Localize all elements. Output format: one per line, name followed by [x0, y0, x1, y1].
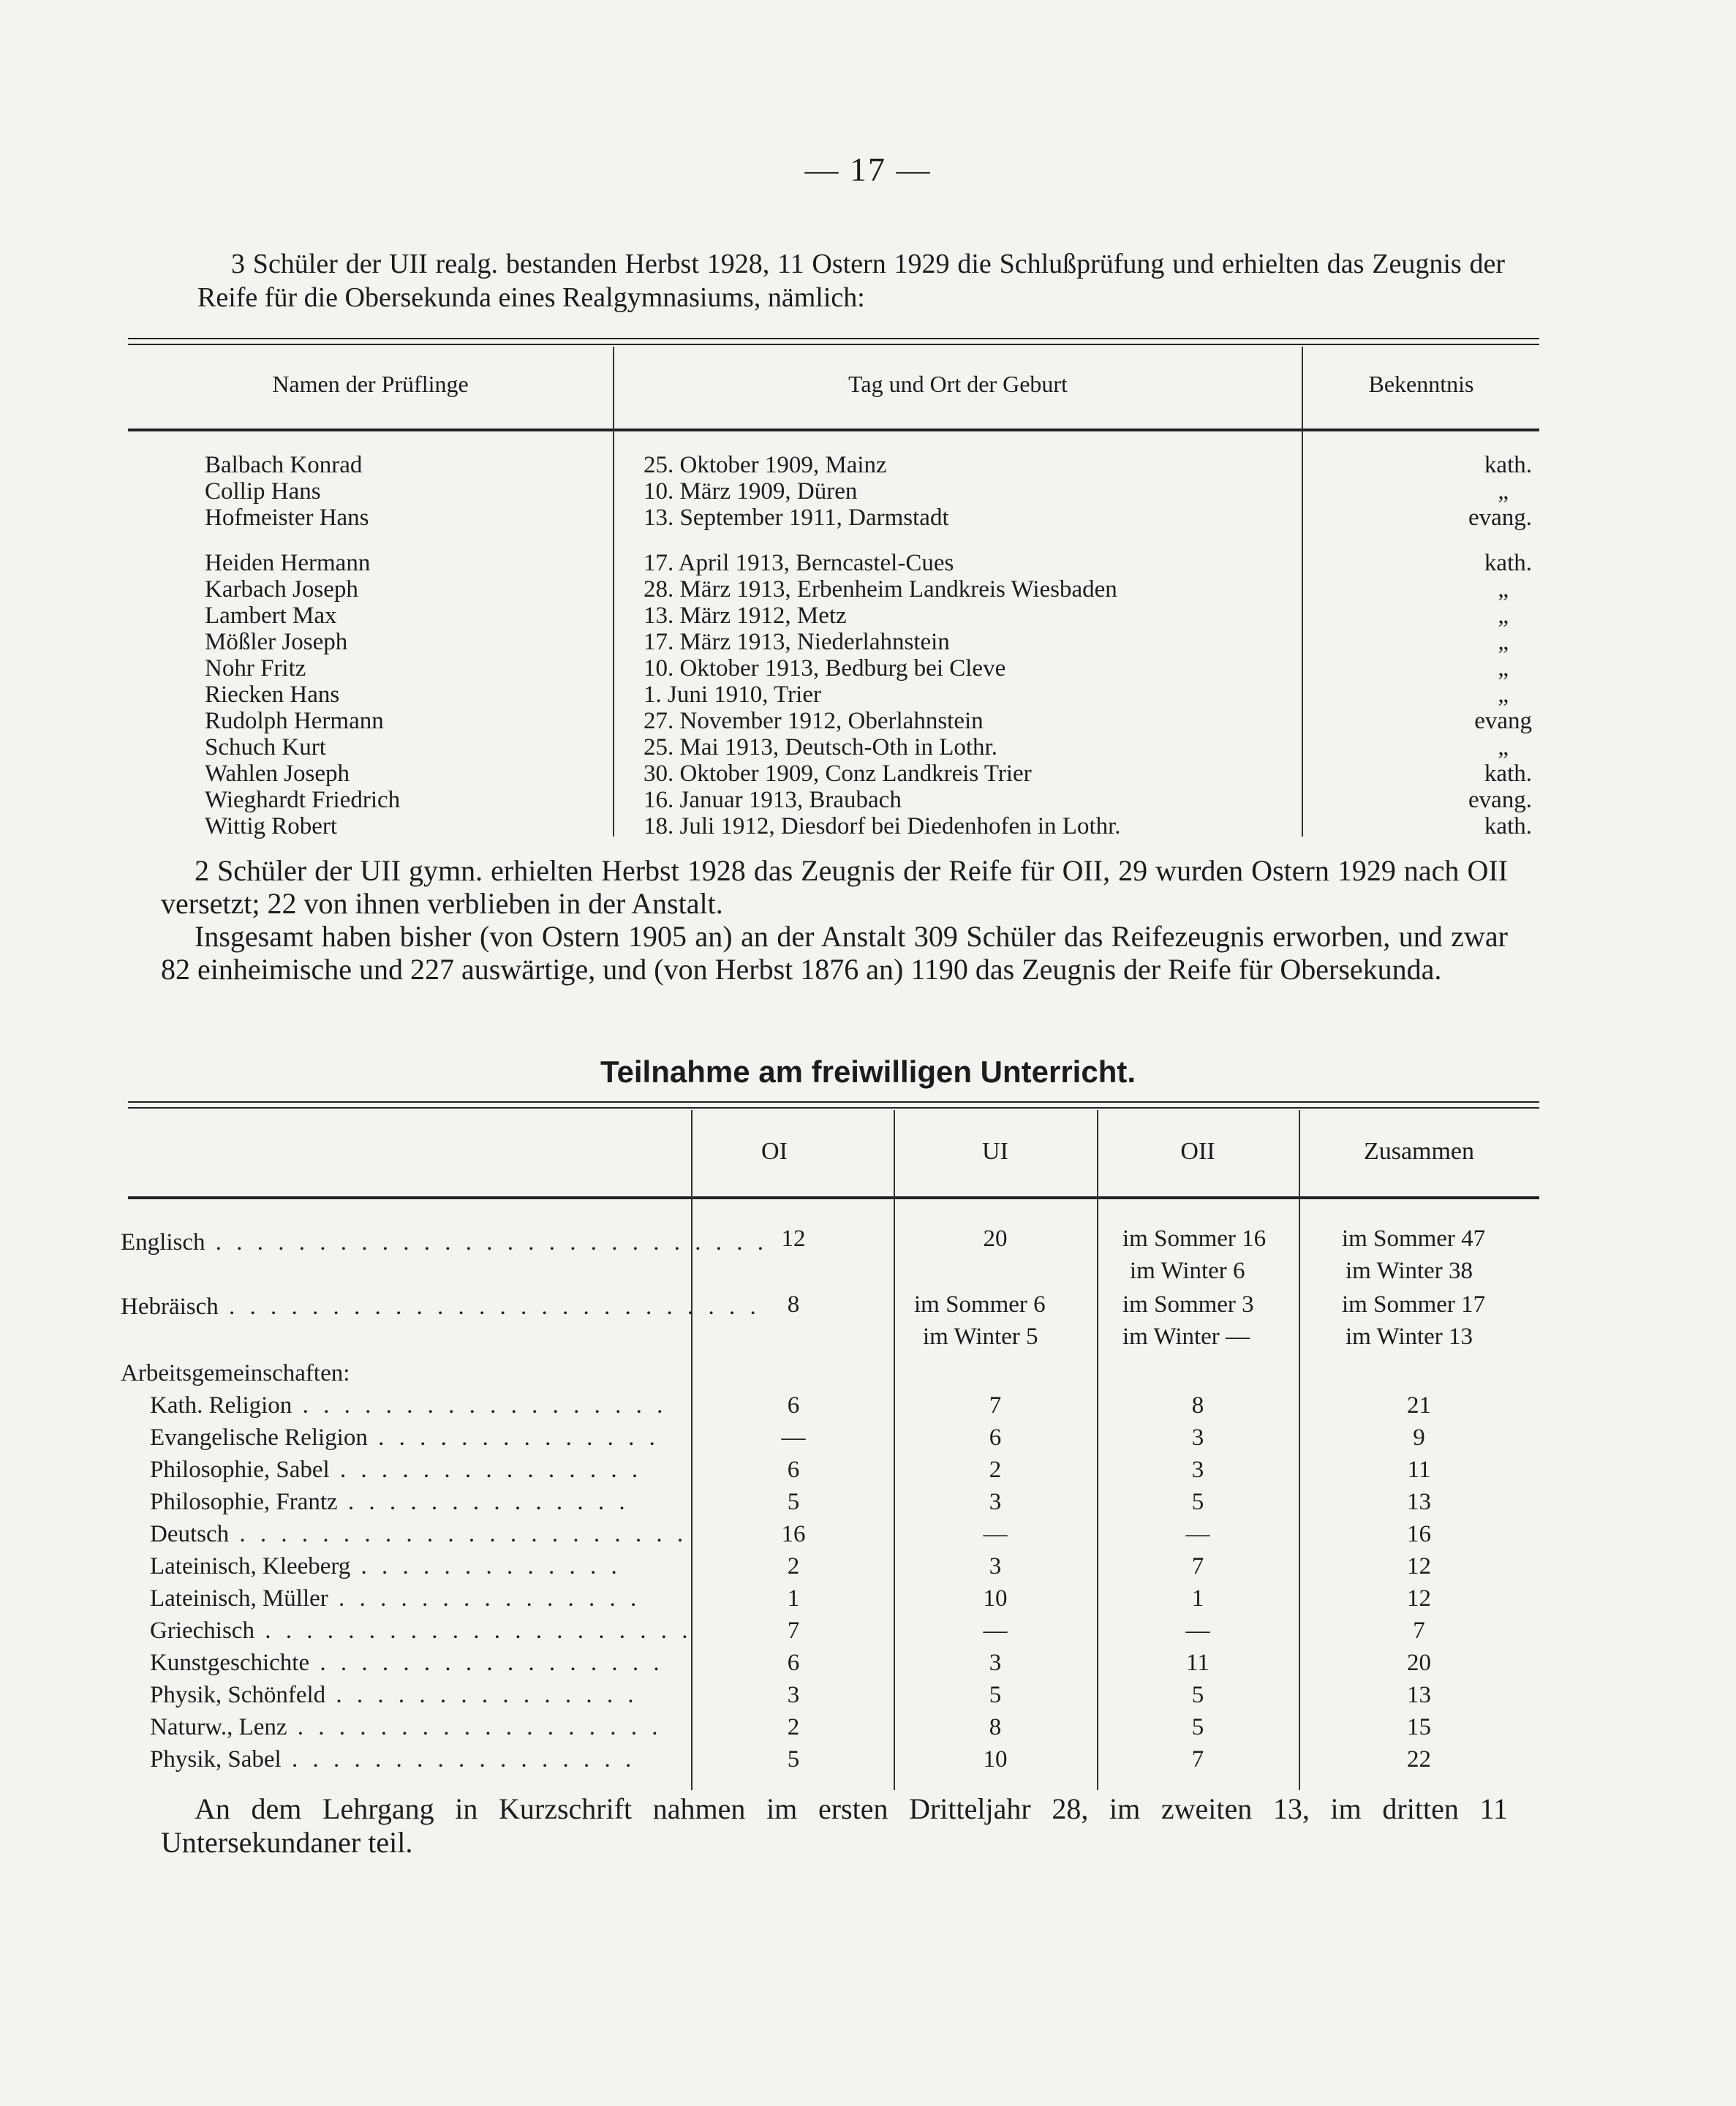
header-names: Namen der Prüflinge	[272, 371, 469, 397]
table-row-birth: 1. Juni 1910, Trier	[644, 682, 821, 708]
cell-ui: —	[983, 1618, 1008, 1644]
subject-label: Griechisch	[150, 1618, 254, 1644]
subject-row: Hebräisch . . . . . . . . . . . . . . . . . . . . . . . . . .	[121, 1294, 761, 1320]
cell-oii: 7	[1191, 1553, 1204, 1580]
table-row-birth: 16. Januar 1913, Braubach	[644, 787, 902, 813]
table-row-name: Wieghardt Friedrich	[205, 787, 401, 813]
group-label: Arbeitsgemeinschaften:	[121, 1360, 350, 1386]
table-row-confession: evang.	[1468, 787, 1532, 813]
subject-row: Physik, Sabel . . . . . . . . . . . . . . . . .	[150, 1746, 636, 1773]
cell-oii: —	[1185, 1521, 1210, 1547]
cell-oii-winter: im Winter —	[1122, 1324, 1250, 1350]
cell-oii: 11	[1186, 1650, 1209, 1676]
header-total: Zusammen	[1363, 1138, 1475, 1165]
table-row-birth: 30. Oktober 1909, Conz Landkreis Trier	[644, 760, 1032, 787]
subject-label: Hebräisch	[121, 1294, 219, 1320]
cell-ui: im Sommer 6	[914, 1291, 1046, 1318]
cell-ui: 6	[989, 1424, 1002, 1451]
cell-oi: 2	[787, 1553, 800, 1580]
subject-label: Philosophie, Frantz	[150, 1489, 338, 1515]
cell-oii: 3	[1191, 1457, 1204, 1483]
cell-oi: 5	[787, 1489, 800, 1515]
subject-label: Evangelische Religion	[150, 1424, 368, 1451]
subject-label: Naturw., Lenz	[150, 1714, 287, 1740]
cell-oii: 8	[1191, 1392, 1204, 1419]
table-row-birth: 28. März 1913, Erbenheim Landkreis Wiesbaden	[644, 576, 1117, 603]
intro-paragraph	[197, 247, 1505, 314]
closing-paragraph	[161, 1792, 1508, 1860]
header-birth: Tag und Ort der Geburt	[848, 371, 1068, 397]
table-row-confession: kath.	[1484, 452, 1532, 478]
table-row-birth: 13. September 1911, Darmstadt	[644, 505, 949, 531]
table-row-confession: kath.	[1484, 550, 1532, 576]
cell-oi: 7	[787, 1618, 800, 1644]
cell-oii: 5	[1191, 1682, 1204, 1708]
cell-ui: 8	[989, 1714, 1002, 1740]
subject-row: Englisch . . . . . . . . . . . . . . . . . . . . . . . . . . .	[121, 1229, 768, 1256]
intro-text: 3 Schüler der UII realg. bestanden Herbst 1928, 11 Ostern 1929 die Schlußprüfung und erhielten das Zeugnis der Reife für die Obersekunda eines Realgymnasiums, nämlich:	[197, 249, 1505, 313]
cell-ui-winter: im Winter 5	[923, 1324, 1038, 1350]
cell-total: im Sommer 17	[1342, 1291, 1486, 1318]
subject-label: Physik, Sabel	[150, 1746, 282, 1773]
table-row-name: Lambert Max	[205, 603, 337, 629]
subject-label: Philosophie, Sabel	[150, 1457, 330, 1483]
cell-oi: 12	[781, 1226, 806, 1252]
cell-oi: —	[781, 1424, 806, 1451]
cell-oii-winter: im Winter 6	[1130, 1258, 1245, 1284]
subject-row: Physik, Schönfeld . . . . . . . . . . . . . . .	[150, 1682, 638, 1708]
cell-total-winter: im Winter 38	[1346, 1258, 1473, 1284]
cell-oi: 1	[787, 1585, 800, 1612]
subject-label: Kath. Religion	[150, 1392, 293, 1419]
cell-total: 7	[1413, 1618, 1425, 1644]
cell-ui: 3	[989, 1650, 1002, 1676]
cell-ui: 2	[989, 1457, 1002, 1483]
table-row-birth: 10. Oktober 1913, Bedburg bei Cleve	[644, 655, 1006, 682]
table-row-name: Nohr Fritz	[205, 655, 306, 682]
table-row-confession: kath.	[1484, 813, 1532, 839]
subject-label: Kunstgeschichte	[150, 1650, 310, 1676]
cell-ui: 20	[983, 1226, 1008, 1252]
results-paragraph	[161, 854, 1508, 986]
cell-ui: 3	[989, 1489, 1002, 1515]
table-row-name: Riecken Hans	[205, 682, 340, 708]
header-oii: OII	[1180, 1138, 1215, 1165]
table-row-birth: 27. November 1912, Oberlahnstein	[644, 708, 984, 734]
table-row-name: Rudolph Hermann	[205, 708, 384, 734]
cell-oii: 5	[1191, 1489, 1204, 1515]
cell-oi: 5	[787, 1746, 800, 1773]
header-confession: Bekenntnis	[1368, 371, 1474, 397]
cell-ui: 10	[983, 1585, 1008, 1612]
table-row-confession: „	[1498, 478, 1509, 505]
cell-oii: im Sommer 3	[1122, 1291, 1254, 1318]
cell-oi: 6	[787, 1392, 800, 1419]
subject-row: Lateinisch, Müller . . . . . . . . . . . . . . .	[150, 1585, 641, 1612]
table-row-name: Wahlen Joseph	[205, 760, 350, 787]
cell-ui: —	[983, 1521, 1008, 1547]
cell-total: 12	[1407, 1553, 1431, 1580]
table-row-name: Hofmeister Hans	[205, 505, 369, 531]
paragraph-3: Insgesamt haben bisher (von Ostern 1905 an) an der Anstalt 309 Schüler das Reifezeugnis erworben, und zwar 82 einheimische und 227 auswärtige, und (von Herbst 1876 an) 1190 das Zeugnis der Reife für Obersekunda.	[161, 920, 1508, 986]
cell-total: 22	[1407, 1746, 1431, 1773]
cell-oi: 3	[787, 1682, 800, 1708]
table-row-name: Heiden Hermann	[205, 550, 371, 576]
cell-total: 11	[1407, 1457, 1431, 1483]
cell-total-winter: im Winter 13	[1346, 1324, 1473, 1350]
cell-ui: 5	[989, 1682, 1002, 1708]
cell-oi: 16	[781, 1521, 806, 1547]
table-row-birth: 18. Juli 1912, Diesdorf bei Diedenhofen in Lothr.	[644, 813, 1121, 839]
cell-total: 15	[1407, 1714, 1431, 1740]
cell-total: 13	[1407, 1489, 1431, 1515]
table-row-birth: 17. April 1913, Berncastel-Cues	[644, 550, 954, 576]
table-row-confession: „	[1498, 629, 1509, 655]
table-row-confession: „	[1498, 576, 1509, 603]
table-row-confession: „	[1498, 682, 1509, 708]
table-row-confession: „	[1498, 655, 1509, 682]
cell-oi: 6	[787, 1457, 800, 1483]
subject-row: Kath. Religion . . . . . . . . . . . . . . . . . .	[150, 1392, 668, 1419]
subject-row: Philosophie, Frantz . . . . . . . . . . . . . .	[150, 1489, 630, 1515]
table-row-birth: 13. März 1912, Metz	[644, 603, 847, 629]
cell-oii: 3	[1191, 1424, 1204, 1451]
table-row-name: Schuch Kurt	[205, 734, 326, 760]
cell-total: 21	[1407, 1392, 1431, 1419]
subject-row: Kunstgeschichte . . . . . . . . . . . . . . . . .	[150, 1650, 664, 1676]
cell-total: 13	[1407, 1682, 1431, 1708]
table-row-birth: 10. März 1909, Düren	[644, 478, 858, 505]
subject-row: Griechisch . . . . . . . . . . . . . . . . . . . . .	[150, 1618, 692, 1644]
subject-row: Deutsch . . . . . . . . . . . . . . . . . . . . . .	[150, 1521, 688, 1547]
table-row-birth: 25. Mai 1913, Deutsch-Oth in Lothr.	[644, 734, 997, 760]
cell-oi: 8	[787, 1291, 800, 1318]
cell-ui: 10	[983, 1746, 1008, 1773]
section-title: Teilnahme am freiwilligen Unterricht.	[600, 1054, 1136, 1089]
cell-total: 9	[1413, 1424, 1425, 1451]
header-oi: OI	[761, 1138, 788, 1165]
table-row-confession: kath.	[1484, 760, 1532, 787]
page-number: — 17 —	[804, 151, 932, 188]
subject-label: Physik, Schönfeld	[150, 1682, 326, 1708]
table-row-confession: evang.	[1468, 505, 1532, 531]
table-row-birth: 17. März 1913, Niederlahnstein	[644, 629, 950, 655]
header-ui: UI	[982, 1138, 1008, 1165]
cell-oi: 2	[787, 1714, 800, 1740]
subject-label: Lateinisch, Müller	[150, 1585, 328, 1612]
cell-total: 12	[1407, 1585, 1431, 1612]
table-row-birth: 25. Oktober 1909, Mainz	[644, 452, 887, 478]
subject-row: Lateinisch, Kleeberg . . . . . . . . . . . . .	[150, 1553, 622, 1580]
table-row-name: Wittig Robert	[205, 813, 338, 839]
subject-row: Naturw., Lenz . . . . . . . . . . . . . . . . . .	[150, 1714, 663, 1740]
cell-oi: 6	[787, 1650, 800, 1676]
closing-text: An dem Lehrgang in Kurzschrift nahmen im ersten Dritteljahr 28, im zweiten 13, im dritten 11 Untersekundaner teil.	[161, 1792, 1508, 1859]
table-row-name: Karbach Joseph	[205, 576, 358, 603]
cell-oii: 1	[1191, 1585, 1204, 1612]
cell-ui: 7	[989, 1392, 1002, 1419]
subject-row: Evangelische Religion . . . . . . . . . . . . . .	[150, 1424, 660, 1451]
cell-total: 16	[1407, 1521, 1431, 1547]
table-row-name: Mößler Joseph	[205, 629, 348, 655]
table-row-confession: evang	[1474, 708, 1532, 734]
subject-label: Lateinisch, Kleeberg	[150, 1553, 351, 1580]
subject-row: Philosophie, Sabel . . . . . . . . . . . . . . .	[150, 1457, 643, 1483]
table-row-confession: „	[1498, 603, 1509, 629]
subject-label: Englisch	[121, 1229, 205, 1256]
cell-total: im Sommer 47	[1342, 1226, 1486, 1252]
cell-oii: 7	[1191, 1746, 1204, 1773]
cell-ui: 3	[989, 1553, 1002, 1580]
cell-oii: 5	[1191, 1714, 1204, 1740]
cell-oii: —	[1185, 1618, 1210, 1644]
subject-label: Deutsch	[150, 1521, 230, 1547]
table-row-name: Collip Hans	[205, 478, 321, 505]
cell-total: 20	[1407, 1650, 1431, 1676]
paragraph-2: 2 Schüler der UII gymn. erhielten Herbst 1928 das Zeugnis der Reife für OII, 29 wurden Ostern 1929 nach OII versetzt; 22 von ihnen verblieben in der Anstalt.	[161, 854, 1508, 920]
table-row-confession: „	[1498, 734, 1509, 760]
table-row-name: Balbach Konrad	[205, 452, 363, 478]
cell-oii: im Sommer 16	[1122, 1226, 1267, 1252]
